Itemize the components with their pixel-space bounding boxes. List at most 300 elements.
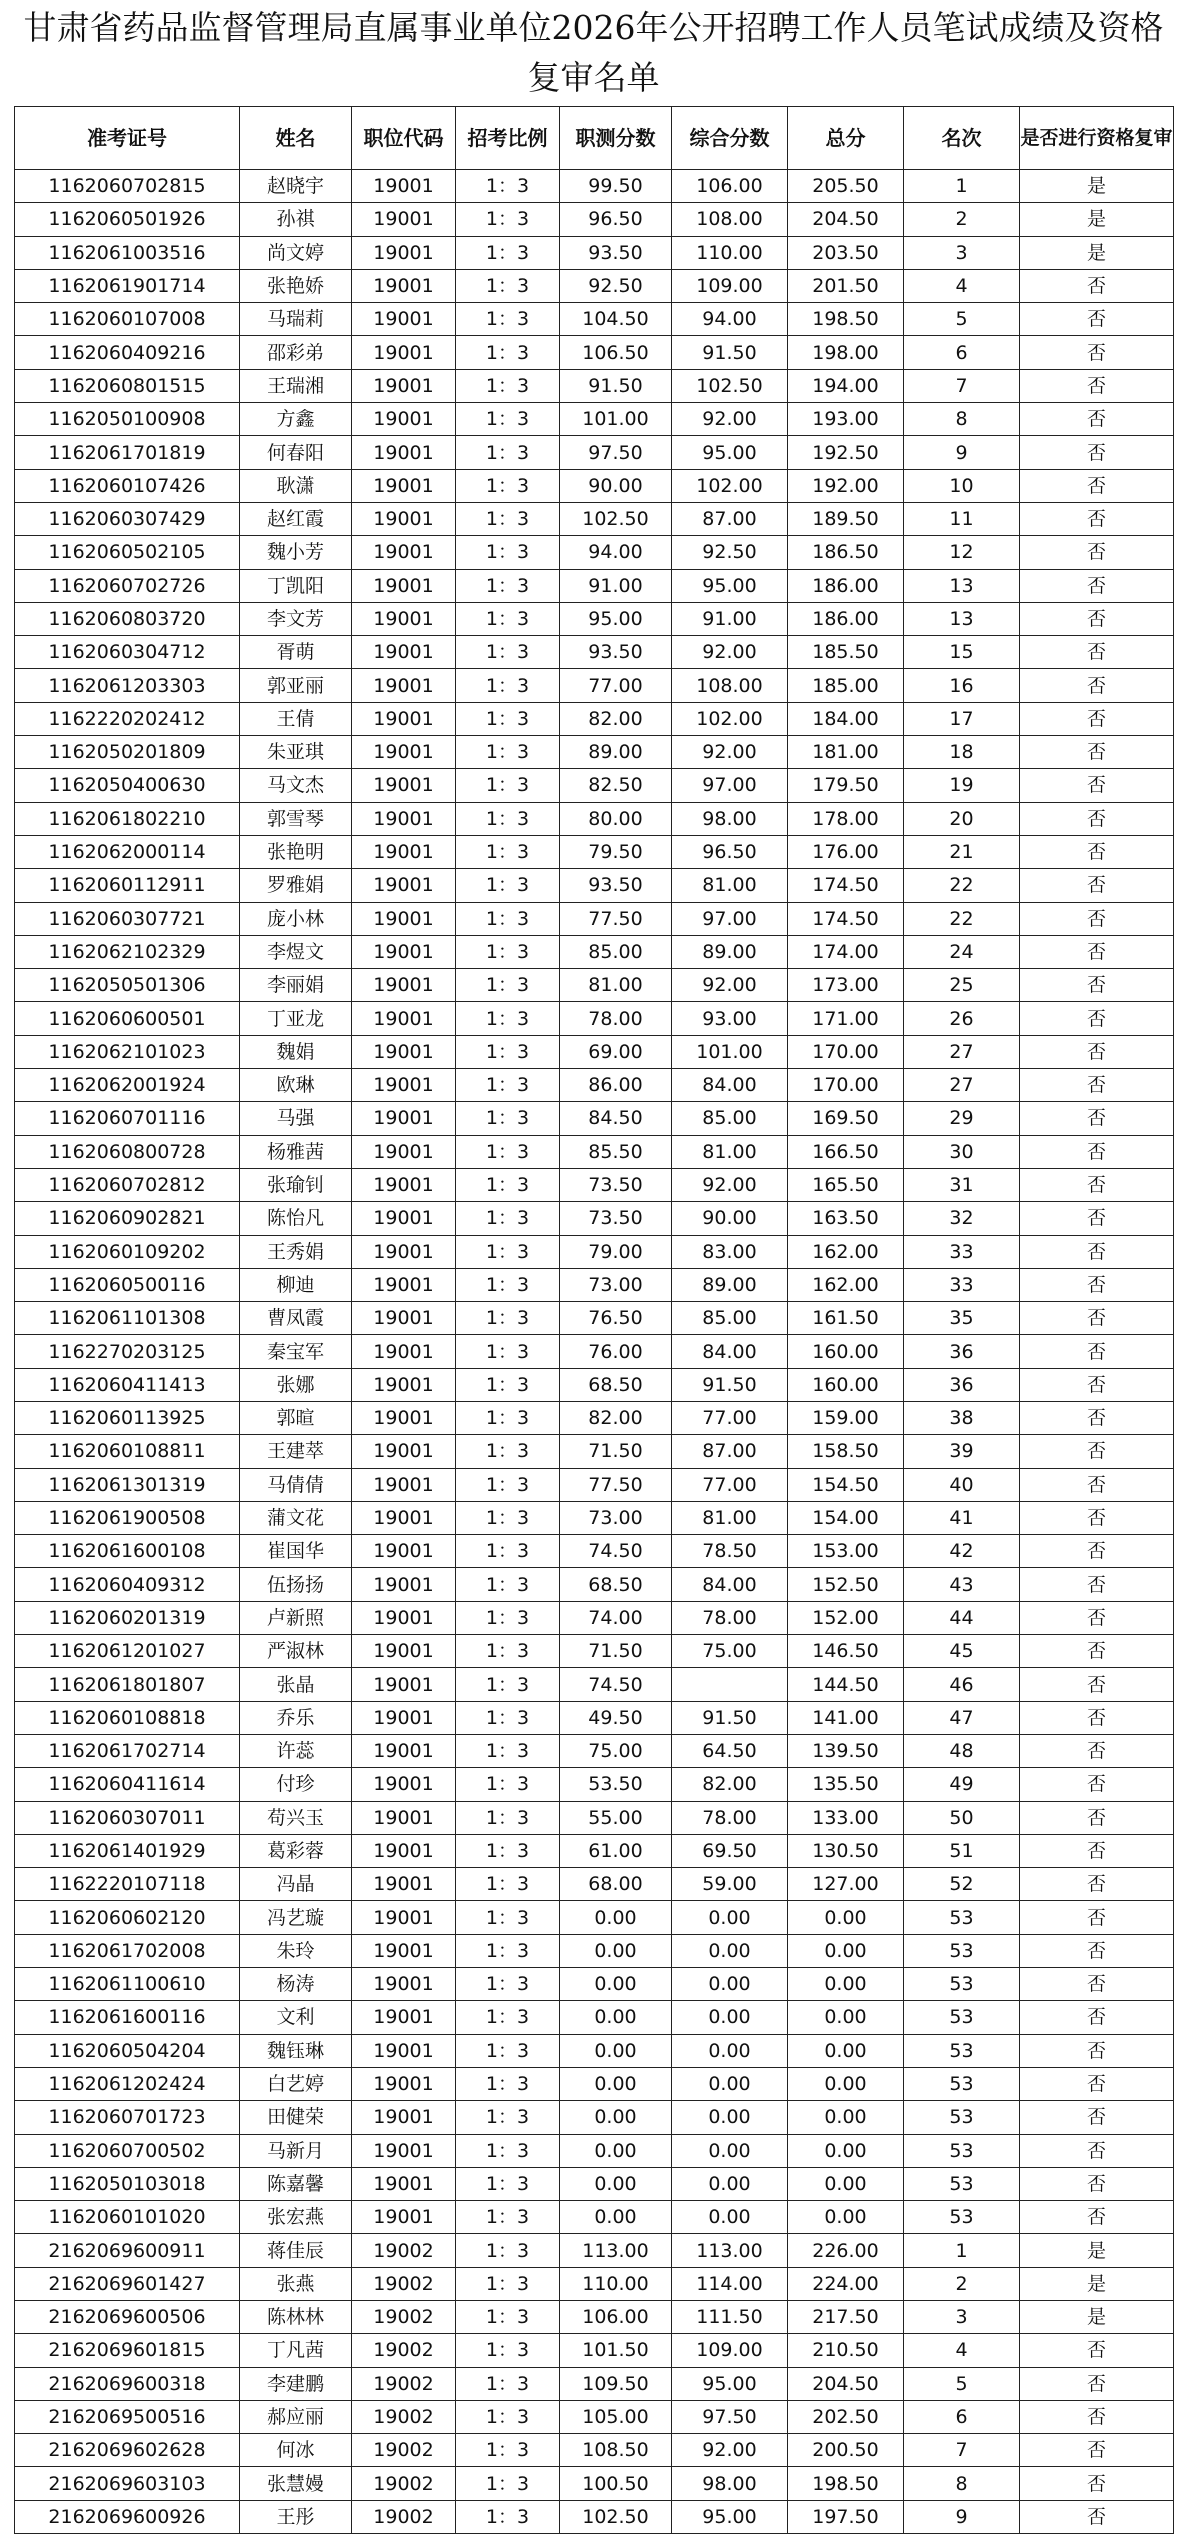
aptitude-score-cell: 61.00	[560, 1834, 672, 1867]
qualification-review-cell: 否	[1020, 1668, 1174, 1701]
name-cell: 王倩	[240, 702, 352, 735]
qualification-review-cell: 否	[1020, 869, 1174, 902]
exam-id-cell: 1162060108811	[15, 1435, 240, 1468]
total-score-cell: 174.50	[788, 869, 904, 902]
rank-cell: 27	[904, 1069, 1020, 1102]
position-code-cell: 19001	[352, 203, 456, 236]
table-row	[15, 2134, 1174, 2167]
comprehensive-score-cell: 84.00	[672, 1335, 788, 1368]
rank-cell: 7	[904, 2434, 1020, 2467]
ratio-cell: 1：3	[456, 1635, 560, 1668]
name-cell: 丁亚龙	[240, 1002, 352, 1035]
aptitude-score-cell: 89.00	[560, 736, 672, 769]
position-code-cell: 19002	[352, 2500, 456, 2533]
exam-id-cell: 1162060411413	[15, 1368, 240, 1401]
qualification-review-cell: 是	[1020, 170, 1174, 203]
comprehensive-score-cell: 78.00	[672, 1801, 788, 1834]
comprehensive-score-cell: 0.00	[672, 2201, 788, 2234]
name-cell: 丁凡茜	[240, 2334, 352, 2367]
rank-cell: 41	[904, 1501, 1020, 1534]
name-cell: 张娜	[240, 1368, 352, 1401]
total-score-cell: 153.00	[788, 1535, 904, 1568]
exam-id-cell: 2162069600506	[15, 2301, 240, 2334]
ratio-cell: 1：3	[456, 1268, 560, 1301]
ratio-cell: 1：3	[456, 170, 560, 203]
exam-id-cell: 2162069602628	[15, 2434, 240, 2467]
name-cell: 秦宝军	[240, 1335, 352, 1368]
table-row	[15, 269, 1174, 302]
aptitude-score-cell: 93.50	[560, 636, 672, 669]
total-score-cell: 162.00	[788, 1235, 904, 1268]
table-row	[15, 236, 1174, 269]
name-cell: 赵晓宇	[240, 170, 352, 203]
aptitude-score-cell: 91.50	[560, 369, 672, 402]
aptitude-score-cell: 0.00	[560, 1968, 672, 2001]
table-row	[15, 736, 1174, 769]
exam-id-cell: 1162061900508	[15, 1501, 240, 1534]
total-score-cell: 194.00	[788, 369, 904, 402]
ratio-cell: 1：3	[456, 1701, 560, 1734]
table-row	[15, 1035, 1174, 1068]
ratio-cell: 1：3	[456, 869, 560, 902]
qualification-review-cell: 否	[1020, 1335, 1174, 1368]
qualification-review-cell: 否	[1020, 1968, 1174, 2001]
aptitude-score-cell: 73.50	[560, 1202, 672, 1235]
table-row	[15, 2334, 1174, 2367]
exam-id-cell: 1162050103018	[15, 2167, 240, 2200]
comprehensive-score-cell: 113.00	[672, 2234, 788, 2267]
table-row	[15, 1135, 1174, 1168]
table-row	[15, 1435, 1174, 1468]
ratio-cell: 1：3	[456, 969, 560, 1002]
position-code-cell: 19001	[352, 403, 456, 436]
qualification-review-cell: 是	[1020, 2234, 1174, 2267]
ratio-cell: 1：3	[456, 1202, 560, 1235]
total-score-cell: 163.50	[788, 1202, 904, 1235]
exam-id-cell: 2162069600318	[15, 2367, 240, 2400]
exam-id-cell: 1162060902821	[15, 1202, 240, 1235]
rank-cell: 2	[904, 2267, 1020, 2300]
aptitude-score-cell: 91.00	[560, 569, 672, 602]
aptitude-score-cell: 110.00	[560, 2267, 672, 2300]
table-row	[15, 1335, 1174, 1368]
name-cell: 严淑林	[240, 1635, 352, 1668]
comprehensive-score-cell: 108.00	[672, 669, 788, 702]
total-score-cell: 186.50	[788, 536, 904, 569]
name-cell: 蒲文花	[240, 1501, 352, 1534]
aptitude-score-cell: 73.00	[560, 1268, 672, 1301]
aptitude-score-cell: 49.50	[560, 1701, 672, 1734]
name-cell: 魏小芳	[240, 536, 352, 569]
position-code-cell: 19001	[352, 536, 456, 569]
rank-cell: 40	[904, 1468, 1020, 1501]
total-score-cell: 224.00	[788, 2267, 904, 2300]
table-row	[15, 1701, 1174, 1734]
name-cell: 郭暄	[240, 1401, 352, 1434]
ratio-cell: 1：3	[456, 1601, 560, 1634]
ratio-cell: 1：3	[456, 536, 560, 569]
column-header-position-code: 职位代码	[352, 107, 456, 170]
total-score-cell: 203.50	[788, 236, 904, 269]
exam-id-cell: 1162060800728	[15, 1135, 240, 1168]
total-score-cell: 178.00	[788, 802, 904, 835]
total-score-cell: 204.50	[788, 203, 904, 236]
name-cell: 郭雪琴	[240, 802, 352, 835]
qualification-review-cell: 否	[1020, 1535, 1174, 1568]
name-cell: 李文芳	[240, 602, 352, 635]
total-score-cell: 0.00	[788, 2034, 904, 2067]
qualification-review-cell: 否	[1020, 502, 1174, 535]
ratio-cell: 1：3	[456, 2234, 560, 2267]
position-code-cell: 19001	[352, 1868, 456, 1901]
aptitude-score-cell: 73.00	[560, 1501, 672, 1534]
position-code-cell: 19001	[352, 1601, 456, 1634]
comprehensive-score-cell: 81.00	[672, 1135, 788, 1168]
rank-cell: 48	[904, 1734, 1020, 1767]
comprehensive-score-cell: 64.50	[672, 1734, 788, 1767]
comprehensive-score-cell: 109.00	[672, 2334, 788, 2367]
aptitude-score-cell: 0.00	[560, 2167, 672, 2200]
comprehensive-score-cell: 87.00	[672, 502, 788, 535]
total-score-cell: 181.00	[788, 736, 904, 769]
aptitude-score-cell: 106.50	[560, 336, 672, 369]
ratio-cell: 1：3	[456, 2101, 560, 2134]
name-cell: 何冰	[240, 2434, 352, 2467]
name-cell: 李丽娟	[240, 969, 352, 1002]
rank-cell: 5	[904, 303, 1020, 336]
ratio-cell: 1：3	[456, 602, 560, 635]
table-row	[15, 702, 1174, 735]
ratio-cell: 1：3	[456, 736, 560, 769]
rank-cell: 5	[904, 2367, 1020, 2400]
rank-cell: 16	[904, 669, 1020, 702]
position-code-cell: 19001	[352, 1468, 456, 1501]
qualification-review-cell: 否	[1020, 935, 1174, 968]
exam-id-cell: 1162060113925	[15, 1401, 240, 1434]
name-cell: 魏娟	[240, 1035, 352, 1068]
position-code-cell: 19001	[352, 1701, 456, 1734]
comprehensive-score-cell: 84.00	[672, 1069, 788, 1102]
exam-id-cell: 1162060702726	[15, 569, 240, 602]
table-row	[15, 1601, 1174, 1634]
table-row	[15, 2267, 1174, 2300]
name-cell: 马强	[240, 1102, 352, 1135]
rank-cell: 4	[904, 2334, 1020, 2367]
table-row	[15, 1834, 1174, 1867]
position-code-cell: 19001	[352, 1401, 456, 1434]
position-code-cell: 19001	[352, 1668, 456, 1701]
exam-id-cell: 1162060101020	[15, 2201, 240, 2234]
ratio-cell: 1：3	[456, 336, 560, 369]
rank-cell: 17	[904, 702, 1020, 735]
comprehensive-score-cell: 59.00	[672, 1868, 788, 1901]
qualification-review-cell: 否	[1020, 1102, 1174, 1135]
table-row	[15, 1535, 1174, 1568]
table-row	[15, 502, 1174, 535]
table-row	[15, 1069, 1174, 1102]
name-cell: 冯艺璇	[240, 1901, 352, 1934]
position-code-cell: 19002	[352, 2434, 456, 2467]
aptitude-score-cell: 77.50	[560, 1468, 672, 1501]
rank-cell: 31	[904, 1168, 1020, 1201]
total-score-cell: 166.50	[788, 1135, 904, 1168]
name-cell: 郝应丽	[240, 2400, 352, 2433]
table-row	[15, 1901, 1174, 1934]
aptitude-score-cell: 93.50	[560, 236, 672, 269]
name-cell: 赵红霞	[240, 502, 352, 535]
aptitude-score-cell: 101.50	[560, 2334, 672, 2367]
aptitude-score-cell: 77.00	[560, 669, 672, 702]
aptitude-score-cell: 71.50	[560, 1635, 672, 1668]
column-header-ratio: 招考比例	[456, 107, 560, 170]
aptitude-score-cell: 113.00	[560, 2234, 672, 2267]
position-code-cell: 19001	[352, 1335, 456, 1368]
qualification-review-cell: 否	[1020, 1002, 1174, 1035]
ratio-cell: 1：3	[456, 1768, 560, 1801]
rank-cell: 2	[904, 203, 1020, 236]
comprehensive-score-cell: 78.50	[672, 1535, 788, 1568]
name-cell: 张晶	[240, 1668, 352, 1701]
name-cell: 马倩倩	[240, 1468, 352, 1501]
table-row	[15, 1468, 1174, 1501]
rank-cell: 35	[904, 1302, 1020, 1335]
name-cell: 郭亚丽	[240, 669, 352, 702]
position-code-cell: 19001	[352, 1568, 456, 1601]
position-code-cell: 19001	[352, 1235, 456, 1268]
rank-cell: 53	[904, 2034, 1020, 2067]
total-score-cell: 144.50	[788, 1668, 904, 1701]
aptitude-score-cell: 106.00	[560, 2301, 672, 2334]
exam-id-cell: 1162061401929	[15, 1834, 240, 1867]
total-score-cell: 0.00	[788, 2134, 904, 2167]
ratio-cell: 1：3	[456, 2334, 560, 2367]
rank-cell: 36	[904, 1335, 1020, 1368]
aptitude-score-cell: 82.00	[560, 1401, 672, 1434]
exam-id-cell: 2162069600926	[15, 2500, 240, 2533]
qualification-review-cell: 否	[1020, 269, 1174, 302]
position-code-cell: 19001	[352, 1035, 456, 1068]
qualification-review-cell: 否	[1020, 436, 1174, 469]
position-code-cell: 19001	[352, 1801, 456, 1834]
position-code-cell: 19001	[352, 1202, 456, 1235]
ratio-cell: 1：3	[456, 2267, 560, 2300]
table-row	[15, 1801, 1174, 1834]
aptitude-score-cell: 74.50	[560, 1535, 672, 1568]
total-score-cell: 152.50	[788, 1568, 904, 1601]
name-cell: 杨雅茜	[240, 1135, 352, 1168]
position-code-cell: 19001	[352, 2167, 456, 2200]
name-cell: 苟兴玉	[240, 1801, 352, 1834]
qualification-review-cell: 否	[1020, 2034, 1174, 2067]
position-code-cell: 19001	[352, 2034, 456, 2067]
name-cell: 李煜文	[240, 935, 352, 968]
total-score-cell: 192.50	[788, 436, 904, 469]
name-cell: 孙祺	[240, 203, 352, 236]
ratio-cell: 1：3	[456, 636, 560, 669]
qualification-review-cell: 否	[1020, 1868, 1174, 1901]
aptitude-score-cell: 104.50	[560, 303, 672, 336]
position-code-cell: 19002	[352, 2301, 456, 2334]
position-code-cell: 19001	[352, 2101, 456, 2134]
total-score-cell: 0.00	[788, 2067, 904, 2100]
name-cell: 柳迪	[240, 1268, 352, 1301]
ratio-cell: 1：3	[456, 236, 560, 269]
rank-cell: 4	[904, 269, 1020, 302]
name-cell: 魏钰琳	[240, 2034, 352, 2067]
comprehensive-score-cell: 92.00	[672, 736, 788, 769]
rank-cell: 53	[904, 2001, 1020, 2034]
aptitude-score-cell: 80.00	[560, 802, 672, 835]
position-code-cell: 19001	[352, 2201, 456, 2234]
exam-id-cell: 1162050501306	[15, 969, 240, 1002]
aptitude-score-cell: 0.00	[560, 1934, 672, 1967]
qualification-review-cell: 否	[1020, 1035, 1174, 1068]
total-score-cell: 179.50	[788, 769, 904, 802]
aptitude-score-cell: 86.00	[560, 1069, 672, 1102]
rank-cell: 38	[904, 1401, 1020, 1434]
exam-id-cell: 1162061203303	[15, 669, 240, 702]
total-score-cell: 189.50	[788, 502, 904, 535]
exam-id-cell: 1162061702008	[15, 1934, 240, 1967]
qualification-review-cell: 否	[1020, 569, 1174, 602]
rank-cell: 9	[904, 2500, 1020, 2533]
ratio-cell: 1：3	[456, 902, 560, 935]
table-row	[15, 369, 1174, 402]
position-code-cell: 19001	[352, 669, 456, 702]
exam-id-cell: 1162060107426	[15, 469, 240, 502]
position-code-cell: 19001	[352, 369, 456, 402]
total-score-cell: 154.50	[788, 1468, 904, 1501]
exam-id-cell: 1162060107008	[15, 303, 240, 336]
position-code-cell: 19001	[352, 1901, 456, 1934]
qualification-review-cell: 否	[1020, 1635, 1174, 1668]
table-row	[15, 2500, 1174, 2533]
qualification-review-cell: 否	[1020, 303, 1174, 336]
aptitude-score-cell: 81.00	[560, 969, 672, 1002]
name-cell: 方鑫	[240, 403, 352, 436]
exam-id-cell: 1162060602120	[15, 1901, 240, 1934]
name-cell: 张燕	[240, 2267, 352, 2300]
qualification-review-cell: 否	[1020, 1235, 1174, 1268]
table-row	[15, 1501, 1174, 1534]
position-code-cell: 19001	[352, 2067, 456, 2100]
qualification-review-cell: 否	[1020, 1601, 1174, 1634]
exam-id-cell: 1162060501926	[15, 203, 240, 236]
total-score-cell: 154.00	[788, 1501, 904, 1534]
comprehensive-score-cell: 87.00	[672, 1435, 788, 1468]
aptitude-score-cell: 85.00	[560, 935, 672, 968]
exam-id-cell: 1162060108818	[15, 1701, 240, 1734]
position-code-cell: 19001	[352, 1834, 456, 1867]
aptitude-score-cell: 102.50	[560, 2500, 672, 2533]
rank-cell: 22	[904, 902, 1020, 935]
comprehensive-score-cell: 89.00	[672, 1268, 788, 1301]
total-score-cell: 200.50	[788, 2434, 904, 2467]
position-code-cell: 19001	[352, 736, 456, 769]
qualification-review-cell: 是	[1020, 2301, 1174, 2334]
exam-id-cell: 1162060112911	[15, 869, 240, 902]
position-code-cell: 19001	[352, 569, 456, 602]
position-code-cell: 19002	[352, 2267, 456, 2300]
comprehensive-score-cell: 111.50	[672, 2301, 788, 2334]
comprehensive-score-cell: 0.00	[672, 2134, 788, 2167]
comprehensive-score-cell: 92.00	[672, 403, 788, 436]
name-cell: 胥萌	[240, 636, 352, 669]
table-row	[15, 536, 1174, 569]
comprehensive-score-cell: 114.00	[672, 2267, 788, 2300]
name-cell: 王瑞湘	[240, 369, 352, 402]
rank-cell: 43	[904, 1568, 1020, 1601]
aptitude-score-cell: 105.00	[560, 2400, 672, 2433]
name-cell: 何春阳	[240, 436, 352, 469]
exam-id-cell: 2162069601427	[15, 2267, 240, 2300]
table-row	[15, 436, 1174, 469]
comprehensive-score-cell: 81.00	[672, 869, 788, 902]
exam-id-cell: 1162060307011	[15, 1801, 240, 1834]
total-score-cell: 127.00	[788, 1868, 904, 1901]
total-score-cell: 139.50	[788, 1734, 904, 1767]
qualification-review-cell: 否	[1020, 369, 1174, 402]
position-code-cell: 19001	[352, 170, 456, 203]
comprehensive-score-cell: 91.50	[672, 336, 788, 369]
qualification-review-cell: 否	[1020, 1302, 1174, 1335]
comprehensive-score-cell: 0.00	[672, 1968, 788, 2001]
total-score-cell: 201.50	[788, 269, 904, 302]
position-code-cell: 19001	[352, 336, 456, 369]
position-code-cell: 19001	[352, 1435, 456, 1468]
table-row	[15, 1202, 1174, 1235]
name-cell: 张瑜钊	[240, 1168, 352, 1201]
exam-id-cell: 1162220107118	[15, 1868, 240, 1901]
rank-cell: 6	[904, 2400, 1020, 2433]
aptitude-score-cell: 74.00	[560, 1601, 672, 1634]
qualification-review-cell: 否	[1020, 1202, 1174, 1235]
position-code-cell: 19002	[352, 2367, 456, 2400]
name-cell: 丁凯阳	[240, 569, 352, 602]
total-score-cell: 186.00	[788, 602, 904, 635]
ratio-cell: 1：3	[456, 2301, 560, 2334]
comprehensive-score-cell: 91.50	[672, 1701, 788, 1734]
exam-id-cell: 1162061202424	[15, 2067, 240, 2100]
rank-cell: 53	[904, 1901, 1020, 1934]
column-header-total-score: 总分	[788, 107, 904, 170]
qualification-review-cell: 否	[1020, 1734, 1174, 1767]
name-cell: 张宏燕	[240, 2201, 352, 2234]
total-score-cell: 174.00	[788, 935, 904, 968]
qualification-review-cell: 否	[1020, 969, 1174, 1002]
position-code-cell: 19001	[352, 802, 456, 835]
comprehensive-score-cell: 106.00	[672, 170, 788, 203]
total-score-cell: 170.00	[788, 1035, 904, 1068]
exam-id-cell: 1162061801807	[15, 1668, 240, 1701]
qualification-review-cell: 否	[1020, 1368, 1174, 1401]
qualification-review-cell: 否	[1020, 1135, 1174, 1168]
table-row	[15, 2101, 1174, 2134]
ratio-cell: 1：3	[456, 2034, 560, 2067]
rank-cell: 10	[904, 469, 1020, 502]
ratio-cell: 1：3	[456, 1435, 560, 1468]
comprehensive-score-cell: 109.00	[672, 269, 788, 302]
exam-id-cell: 1162061301319	[15, 1468, 240, 1501]
rank-cell: 32	[904, 1202, 1020, 1235]
aptitude-score-cell: 93.50	[560, 869, 672, 902]
exam-id-cell: 1162050400630	[15, 769, 240, 802]
rank-cell: 1	[904, 2234, 1020, 2267]
qualification-review-cell: 是	[1020, 203, 1174, 236]
aptitude-score-cell: 108.50	[560, 2434, 672, 2467]
rank-cell: 3	[904, 236, 1020, 269]
qualification-review-cell: 否	[1020, 403, 1174, 436]
